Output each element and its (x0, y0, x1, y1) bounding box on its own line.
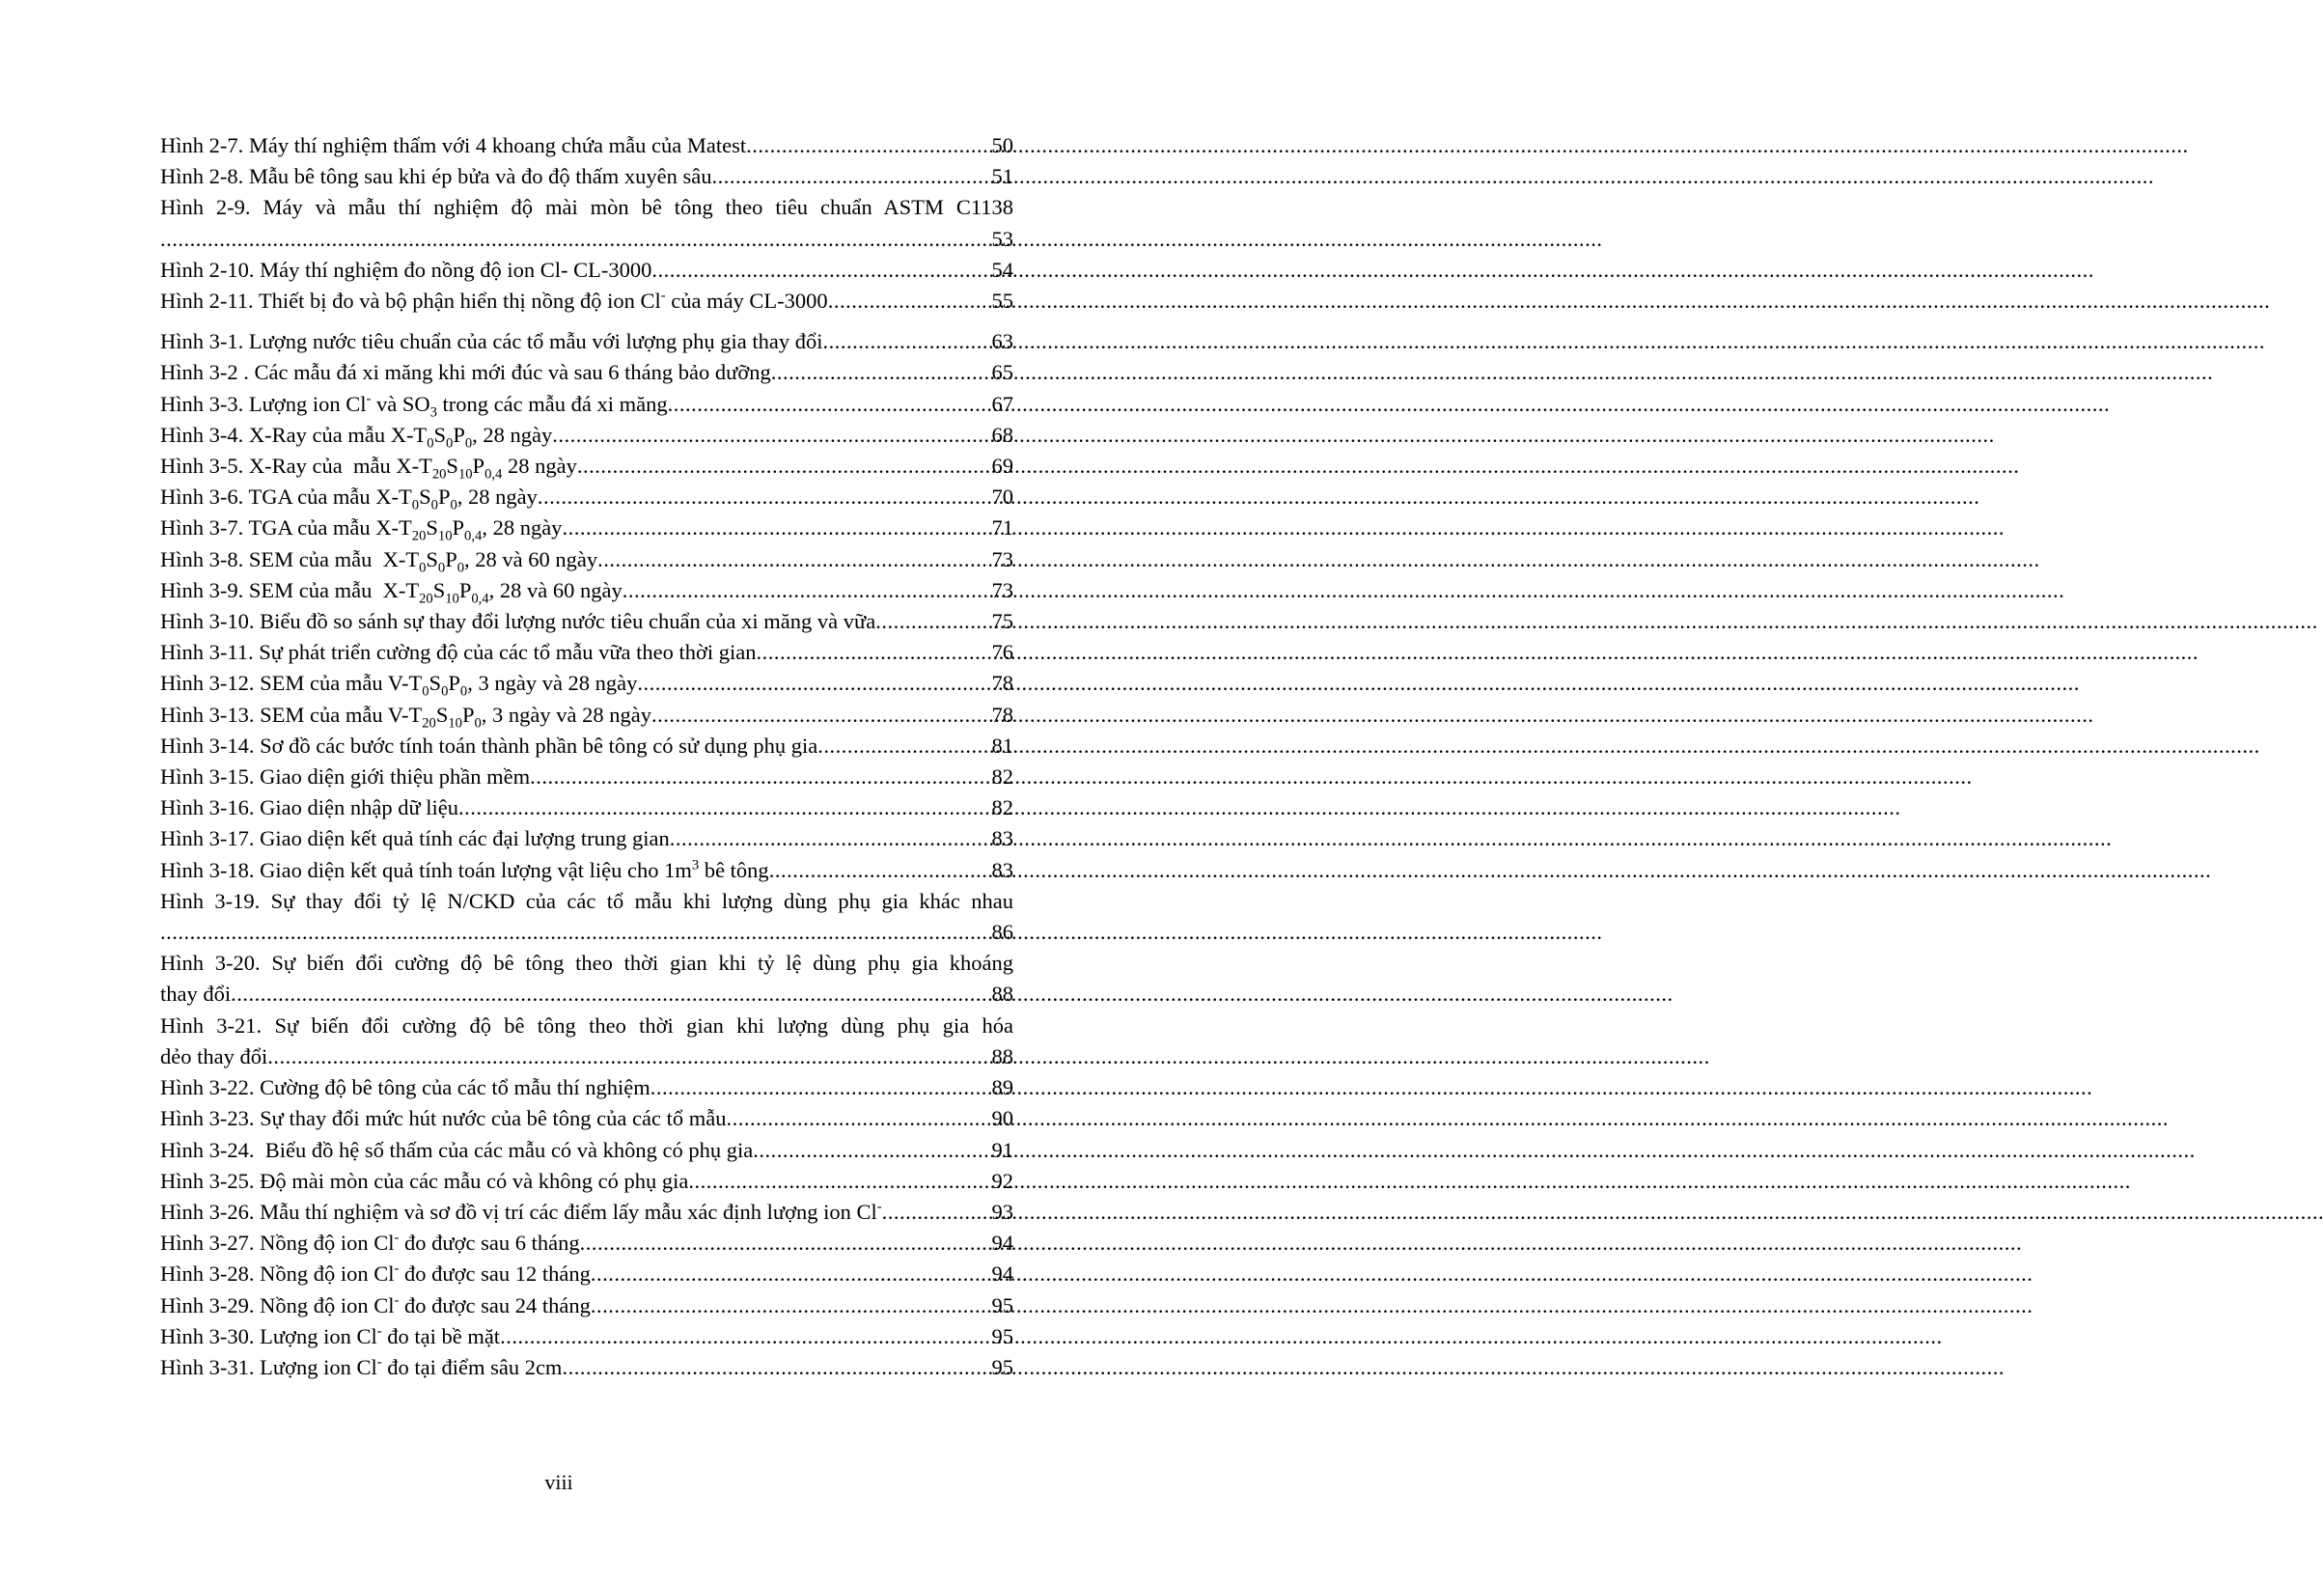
entry-line (160, 1290, 1013, 1321)
entry-text: Hình 3-15. Giao diện giới thiệu phần mềm (160, 764, 531, 790)
entry-line (160, 948, 1013, 979)
dot-leader (817, 731, 991, 762)
toc-entry[interactable] (160, 1228, 1013, 1259)
toc-entry[interactable] (160, 792, 1013, 823)
toc-entry[interactable] (160, 1352, 1013, 1383)
entry-page-number: 86 (991, 920, 1013, 945)
entry-text: Hình 3-27. Nồng độ ion Cl- đo được sau 6 tháng (160, 1230, 580, 1256)
entry-page-number: 70 (991, 485, 1013, 510)
toc-entry[interactable] (160, 161, 1013, 192)
dot-leader (670, 823, 992, 854)
entry-line (160, 792, 1013, 823)
dot-leader (160, 917, 992, 948)
toc-entry[interactable] (160, 1103, 1013, 1134)
entry-page-number: 73 (991, 546, 1013, 571)
toc-entry[interactable] (160, 762, 1013, 792)
dot-leader (552, 420, 991, 451)
dot-leader (160, 224, 992, 255)
entry-line (160, 886, 1013, 917)
dot-leader (688, 1166, 991, 1197)
entry-text: Hình 3-4. X-Ray của mẫu $X-T_0S_0P_0$, 28 ngày (160, 422, 553, 452)
entry-text: Hình 3-26. Mẫu thí nghiệm và sơ đồ vị trí các điểm lấy mẫu xác định lượng ion Cl- (160, 1199, 882, 1224)
entry-text-continued: dẻo thay đổi (160, 1043, 268, 1068)
entry-text: Hình 3-3. Lượng ion Cl- và $SO_3$ trong các mẫu đá xi măng (160, 391, 668, 421)
toc-entry[interactable] (160, 192, 1013, 254)
entry-page-number: 83 (991, 826, 1013, 851)
dot-leader (538, 482, 992, 513)
entry-line (160, 1041, 1013, 1072)
entry-page-number: 55 (991, 289, 1013, 314)
entry-text: Hình 3-5. X-Ray của mẫu $X-T_{20}S_{10}P_{0,4}$ 28 ngày (160, 454, 577, 483)
toc-entry[interactable] (160, 606, 1013, 637)
entry-page-number: 67 (991, 391, 1013, 416)
toc-entry[interactable] (160, 286, 1013, 317)
entry-page-number: 76 (991, 640, 1013, 665)
entry-page-number: 51 (991, 164, 1013, 189)
entry-text: Hình 3-24. Biểu đồ hệ số thấm của các mẫu có và không có phụ gia (160, 1137, 754, 1162)
entry-page-number: 69 (991, 454, 1013, 479)
entry-line (160, 1352, 1013, 1383)
entry-line (160, 1103, 1013, 1134)
dot-leader (726, 1103, 991, 1134)
entry-page-number: 88 (991, 1043, 1013, 1068)
entry-line (160, 637, 1013, 668)
entry-line (160, 192, 1013, 223)
entry-line (160, 606, 1013, 637)
entry-line (160, 1197, 1013, 1228)
list-of-figures (160, 130, 1013, 1383)
entry-page-number: 94 (991, 1261, 1013, 1287)
dot-leader (746, 130, 991, 161)
entry-page-number: 95 (991, 1323, 1013, 1348)
entry-text: Hình 2-9. Máy và mẫu thí nghiệm độ mài mòn bê tông theo tiêu chuẩn ASTM C1138 (160, 195, 1013, 220)
dot-leader (577, 451, 992, 482)
entry-text: Hình 3-21. Sự biến đổi cường độ bê tông theo thời gian khi lượng dùng phụ gia hóa (160, 1012, 1013, 1038)
toc-group (160, 130, 1013, 317)
toc-entry[interactable] (160, 255, 1013, 286)
entry-page-number: 78 (991, 671, 1013, 696)
entry-page-number: 92 (991, 1168, 1013, 1193)
entry-page-number: 65 (991, 360, 1013, 385)
entry-text: Hình 3-11. Sự phát triển cường độ của các tổ mẫu vữa theo thời gian (160, 640, 757, 665)
dot-leader (753, 1135, 991, 1166)
entry-page-number: 63 (991, 329, 1013, 354)
toc-entry[interactable] (160, 451, 1013, 482)
entry-line (160, 762, 1013, 792)
entry-text: Hình 3-6. TGA của mẫu $X-T_0S_0P_0$, 28 ngày (160, 485, 538, 513)
entry-line (160, 1072, 1013, 1103)
dot-leader (500, 1321, 991, 1352)
entry-line (160, 161, 1013, 192)
dot-leader (771, 357, 992, 388)
entry-page-number: 81 (991, 733, 1013, 758)
toc-entry[interactable] (160, 326, 1013, 357)
entry-page-number: 90 (991, 1106, 1013, 1131)
dot-leader (711, 161, 991, 192)
dot-leader (597, 544, 991, 575)
entry-line (160, 451, 1013, 482)
toc-entry[interactable] (160, 668, 1013, 699)
entry-page-number: 95 (991, 1292, 1013, 1317)
entry-text: Hình 2-8. Mẫu bê tông sau khi ép bửa và đo độ thấm xuyên sâu (160, 164, 712, 189)
entry-line (160, 1321, 1013, 1352)
entry-line (160, 855, 1013, 886)
entry-text-continued: thay đổi (160, 982, 232, 1007)
entry-line (160, 482, 1013, 513)
entry-line (160, 823, 1013, 854)
toc-entry[interactable] (160, 513, 1013, 543)
toc-entry[interactable] (160, 389, 1013, 420)
page-number: viii (544, 1470, 573, 1494)
dot-leader (882, 1197, 992, 1228)
entry-page-number: 78 (991, 702, 1013, 727)
dot-leader (637, 668, 991, 699)
entry-text: Hình 3-22. Cường độ bê tông của các tổ mẫu thí nghiệm (160, 1075, 650, 1100)
toc-entry[interactable] (160, 855, 1013, 886)
entry-line (160, 513, 1013, 543)
entry-text: Hình 3-28. Nồng độ ion Cl- đo được sau 12 tháng (160, 1261, 591, 1287)
toc-entry[interactable] (160, 482, 1013, 513)
dot-leader (591, 1259, 992, 1289)
entry-line (160, 1166, 1013, 1197)
entry-text: Hình 3-10. Biểu đồ so sánh sự thay đổi lượng nước tiêu chuẩn của xi măng và vữa (160, 609, 876, 634)
entry-text: Hình 3-1. Lượng nước tiêu chuẩn của các tổ mẫu với lượng phụ gia thay đổi (160, 329, 823, 354)
toc-entry[interactable] (160, 637, 1013, 668)
dot-leader (530, 762, 991, 792)
dot-leader (562, 1352, 991, 1383)
toc-entry[interactable] (160, 130, 1013, 161)
entry-text: Hình 3-25. Độ mài mòn của các mẫu có và không có phụ gia (160, 1168, 689, 1193)
dot-leader (650, 1072, 992, 1103)
entry-page-number: 94 (991, 1231, 1013, 1256)
toc-entry[interactable] (160, 731, 1013, 762)
toc-entry[interactable] (160, 1259, 1013, 1289)
entry-text: Hình 3-8. SEM của mẫu $X-T_0S_0P_0$, 28 và 60 ngày (160, 546, 598, 576)
entry-page-number: 93 (991, 1199, 1013, 1224)
entry-text: Hình 3-9. SEM của mẫu $X-T_{20}S_{10}P_{0,4}$, 28 và 60 ngày (160, 577, 622, 607)
entry-text: Hình 3-13. SEM của mẫu $V-T_{20}S_{10}P_0$, 3 ngày và 28 ngày (160, 702, 652, 732)
entry-line (160, 1135, 1013, 1166)
dot-leader (875, 606, 991, 637)
dot-leader (757, 637, 992, 668)
dot-leader (651, 700, 991, 731)
entry-page-number: 82 (991, 795, 1013, 820)
entry-text: Hình 3-16. Giao diện nhập dữ liệu (160, 795, 459, 820)
entry-page-number: 88 (991, 982, 1013, 1007)
entry-line (160, 1228, 1013, 1259)
entry-line (160, 544, 1013, 575)
entry-line (160, 326, 1013, 357)
entry-line (160, 731, 1013, 762)
entry-line (160, 917, 1013, 948)
dot-leader (622, 575, 992, 606)
entry-text: Hình 3-17. Giao diện kết quả tính các đại lượng trung gian (160, 826, 670, 851)
entry-line (160, 1259, 1013, 1289)
toc-entry[interactable] (160, 575, 1013, 606)
toc-entry[interactable] (160, 700, 1013, 731)
document-page (0, 0, 1118, 1580)
entry-line (160, 357, 1013, 388)
toc-entry[interactable] (160, 1135, 1013, 1166)
entry-text: Hình 3-2 . Các mẫu đá xi măng khi mới đúc và sau 6 tháng bảo dưỡng (160, 360, 771, 385)
entry-line (160, 979, 1013, 1010)
entry-page-number: 89 (991, 1075, 1013, 1100)
entry-page-number: 73 (991, 577, 1013, 602)
dot-leader (769, 855, 992, 886)
entry-text: Hình 3-19. Sự thay đổi tỷ lệ N/CKD của các tổ mẫu khi lượng dùng phụ gia khác nhau (160, 888, 1013, 913)
dot-leader (562, 513, 991, 543)
toc-entry[interactable] (160, 1290, 1013, 1321)
dot-leader (668, 389, 992, 420)
toc-entry[interactable] (160, 948, 1013, 1010)
entry-text: Hình 2-7. Máy thí nghiệm thấm với 4 khoang chứa mẫu của Matest (160, 133, 747, 157)
dot-leader (651, 255, 991, 286)
entry-text: Hình 3-14. Sơ đồ các bước tính toán thành phần bê tông có sử dụng phụ gia (160, 733, 818, 758)
dot-leader (580, 1228, 992, 1259)
toc-entry[interactable] (160, 1166, 1013, 1197)
entry-line (160, 224, 1013, 255)
entry-line (160, 700, 1013, 731)
entry-text: Hình 3-30. Lượng ion Cl- đo tại bề mặt (160, 1323, 501, 1348)
toc-entry[interactable] (160, 1072, 1013, 1103)
entry-line (160, 575, 1013, 606)
entry-page-number: 71 (991, 515, 1013, 541)
toc-entry[interactable] (160, 823, 1013, 854)
entry-line (160, 420, 1013, 451)
dot-leader (591, 1290, 992, 1321)
entry-page-number: 50 (991, 133, 1013, 157)
toc-entry[interactable] (160, 886, 1013, 948)
dot-leader (458, 792, 991, 823)
toc-entry[interactable] (160, 420, 1013, 451)
entry-page-number: 91 (991, 1137, 1013, 1162)
dot-leader (828, 286, 992, 317)
entry-line (160, 286, 1013, 317)
entry-page-number: 53 (991, 226, 1013, 251)
entry-line (160, 389, 1013, 420)
entry-line (160, 255, 1013, 286)
dot-leader (267, 1041, 991, 1072)
toc-entry[interactable] (160, 1321, 1013, 1352)
entry-text: Hình 3-23. Sự thay đổi mức hút nước của bê tông của các tổ mẫu (160, 1106, 727, 1131)
entry-text: Hình 3-18. Giao diện kết quả tính toán lượng vật liệu cho $1m^3$ bê tông (160, 857, 769, 882)
entry-page-number: 75 (991, 609, 1013, 634)
entry-page-number: 95 (991, 1354, 1013, 1379)
entry-page-number: 68 (991, 422, 1013, 447)
dot-leader (823, 326, 992, 357)
entry-text: Hình 3-20. Sự biến đổi cường độ bê tông theo thời gian khi tỷ lệ dùng phụ gia khoáng (160, 951, 1013, 976)
entry-text: Hình 2-10. Máy thí nghiệm đo nồng độ ion Cl- CL-3000 (160, 257, 652, 282)
entry-text: Hình 3-12. SEM của mẫu $V-T_0S_0P_0$, 3 ngày và 28 ngày (160, 671, 638, 700)
dot-leader (231, 979, 991, 1010)
entry-line (160, 130, 1013, 161)
entry-line (160, 1011, 1013, 1041)
entry-text: Hình 3-29. Nồng độ ion Cl- đo được sau 24 tháng (160, 1292, 591, 1317)
toc-entry[interactable] (160, 1197, 1013, 1228)
toc-group (160, 326, 1013, 1383)
toc-entry[interactable] (160, 544, 1013, 575)
entry-page-number: 82 (991, 764, 1013, 790)
entry-text: Hình 3-31. Lượng ion Cl- đo tại điểm sâu 2cm (160, 1354, 563, 1379)
entry-page-number: 54 (991, 257, 1013, 282)
entry-page-number: 83 (991, 857, 1013, 882)
entry-line (160, 668, 1013, 699)
entry-text: Hình 3-7. TGA của mẫu $X-T_{20}S_{10}P_{0,4}$, 28 ngày (160, 515, 563, 544)
toc-entry[interactable] (160, 1011, 1013, 1072)
toc-entry[interactable] (160, 357, 1013, 388)
entry-text: Hình 2-11. Thiết bị đo và bộ phận hiển thị nồng độ ion Cl- của máy CL-3000 (160, 288, 828, 314)
